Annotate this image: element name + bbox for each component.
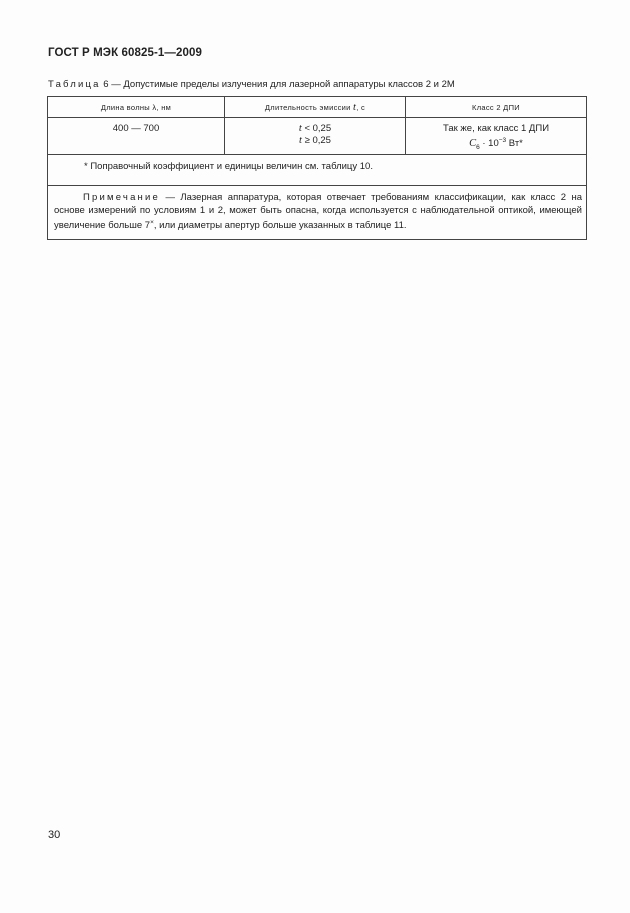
class-exponent: −3 <box>498 137 507 144</box>
duration-line-2 <box>225 135 405 147</box>
duration-1-value: < 0,25 <box>304 123 332 134</box>
table-row <box>48 118 587 155</box>
header-wavelength <box>48 97 225 118</box>
class-multiplier: · 10 <box>479 138 499 150</box>
caption-word: Таблица <box>48 79 101 90</box>
cell-duration <box>225 118 406 155</box>
table-note <box>48 186 587 240</box>
table-footnote: * Поправочный коэффициент и единицы величин см. таблицу 10. <box>48 155 587 186</box>
cell-wavelength: 400 — 700 <box>48 118 225 155</box>
table-caption <box>48 79 455 90</box>
note-label: Примечание <box>83 192 160 204</box>
header-wavelength-prefix: Длина волны <box>100 102 151 112</box>
duration-2-symbol: t <box>299 135 302 146</box>
document-header: ГОСТ Р МЭК 60825-1—2009 <box>48 47 202 59</box>
header-wavelength-symbol: λ <box>152 102 157 112</box>
header-duration-symbol: t <box>353 101 357 113</box>
class-line-1: Так же, как класс 1 ДПИ <box>442 123 550 134</box>
table-header-row <box>48 97 587 118</box>
duration-line-1 <box>225 123 405 135</box>
cell-class <box>406 118 587 155</box>
header-duration-unit: , с <box>356 102 366 112</box>
footnote-row <box>48 155 587 186</box>
limits-table <box>47 96 587 240</box>
note-row <box>48 186 587 240</box>
header-class: Класс 2 ДПИ <box>406 97 587 118</box>
caption-text: — Допустимые пределы излучения для лазерной аппаратуры классов 2 и 2М <box>111 79 455 90</box>
page-number: 30 <box>48 829 61 841</box>
header-duration-prefix: Длительность эмиссии <box>264 102 351 112</box>
note-times: × <box>150 219 154 227</box>
header-wavelength-unit: , нм <box>156 102 172 112</box>
caption-number: 6 <box>103 79 109 90</box>
duration-1-symbol: t <box>298 123 302 134</box>
class-subscript: 6 <box>476 144 480 152</box>
class-symbol: C <box>469 138 477 150</box>
note-text-2: , или диаметры апертур больше указанных в таблице 11. <box>153 220 407 232</box>
duration-2-value: ≥ 0,25 <box>304 135 331 146</box>
header-duration <box>225 97 406 118</box>
note-text-1: — Лазерная аппаратура, которая отвечает требованиям классификации, как класс 2 на основе измерений по условиям 1 и 2, может быть опасна, когда используется с наблюдательной оптикой, имеющей увеличение больше 7 <box>54 192 583 232</box>
class-unit: Вт* <box>506 138 523 150</box>
class-line-2 <box>406 135 586 154</box>
